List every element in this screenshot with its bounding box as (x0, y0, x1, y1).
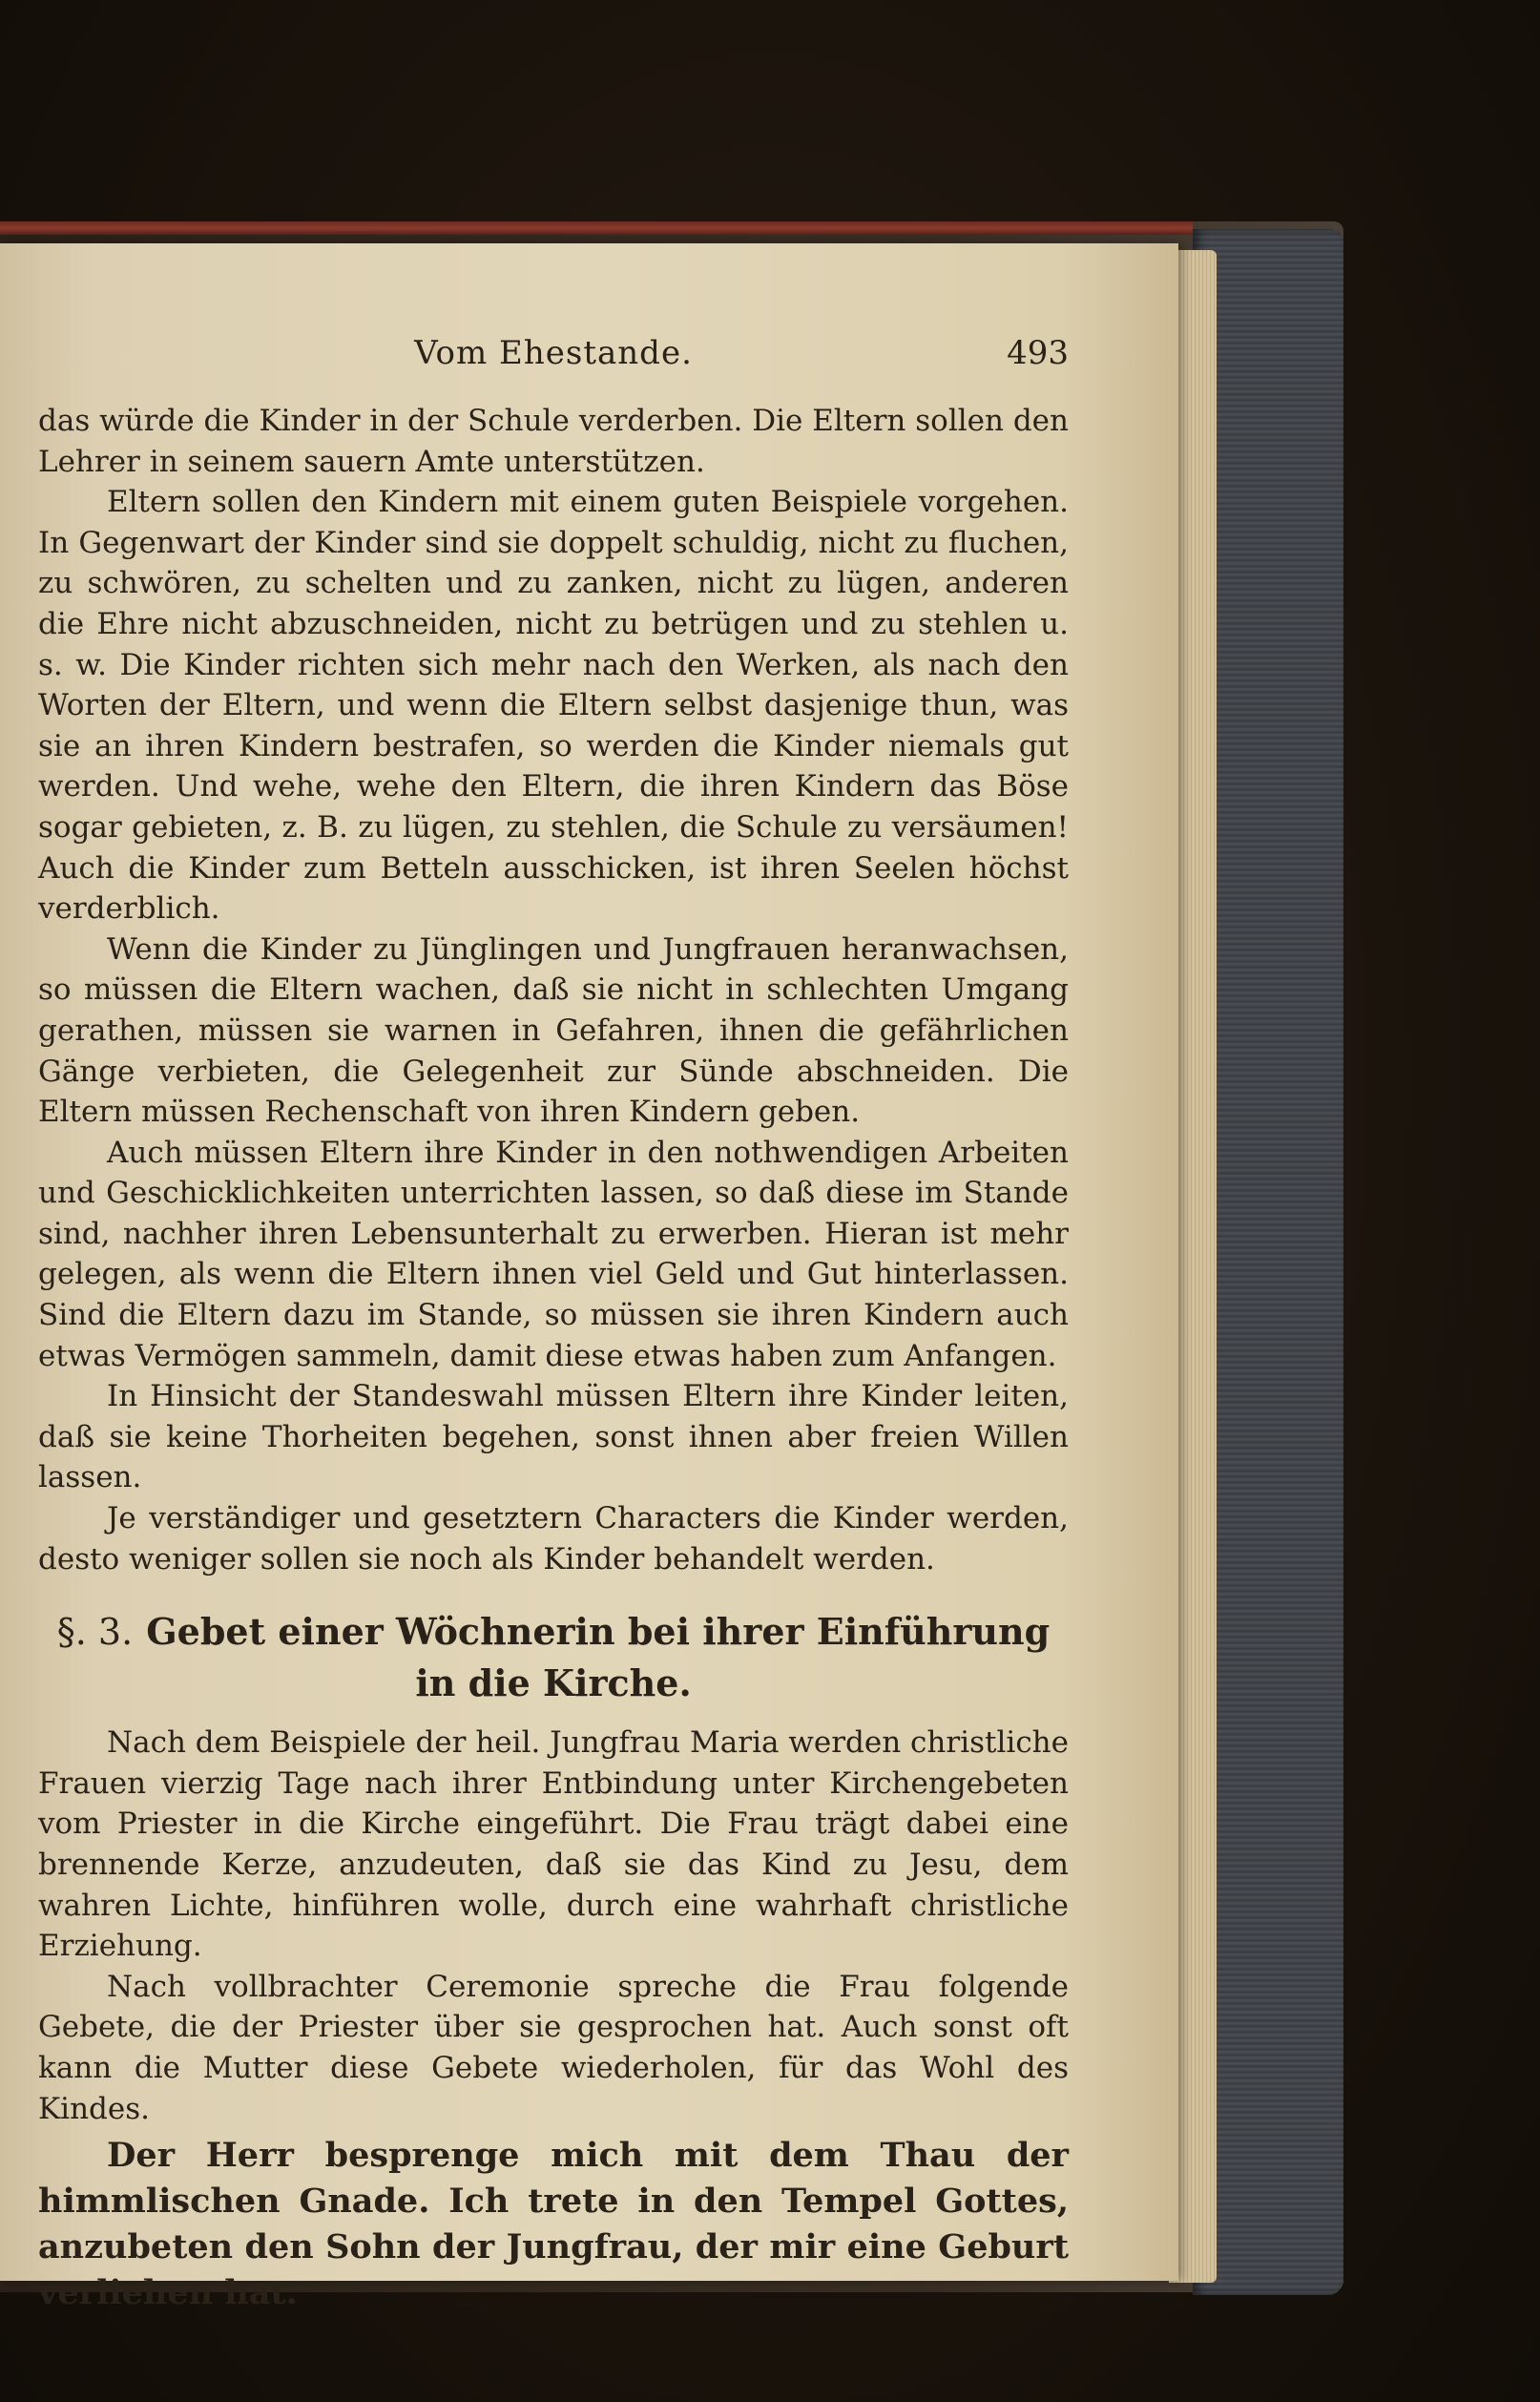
paragraph: Eltern sollen den Kindern mit einem guten Beispiele vorgehen. In Gegenwart der Kinder sind sie doppelt schuldig, nicht zu fluchen, zu schwören, zu schelten und zu zanken, nicht zu lügen, anderen die Ehre nicht abzuschneiden, nicht zu betrügen und zu stehlen u. s. w. Die Kinder richten sich mehr nach den Werken, als nach den Worten der Eltern, und wenn die Eltern selbst dasjenige thun, was sie an ihren Kindern bestrafen, so werden die Kinder niemals gut werden. Und wehe, wehe den Eltern, die ihren Kindern das Böse sogar gebieten, z. B. zu lügen, zu stehlen, die Schule zu versäumen! Auch die Kinder zum Betteln ausschicken, ist ihren Seelen höchst verderblich. (38, 485, 1069, 927)
section-number: §. 3. (56, 1611, 134, 1654)
text-block (38, 334, 1069, 2316)
paragraph: das würde die Kinder in der Schule verderben. Die Eltern sollen den Lehrer in seinem sauern Amte unterstützen. (38, 404, 1069, 479)
prayer-text: Der Herr besprenge mich mit dem Thau der himmlischen Gnade. Ich trete in den Tempel Gottes, anzubeten den Sohn der Jungfrau, der mir eine Geburt verliehen hat. (38, 2136, 1069, 2313)
paragraph: Je verständiger und gesetztern Characters die Kinder werden, desto weniger sollen sie noch als Kinder behandelt werden. (38, 1501, 1069, 1577)
paragraph: Nach dem Beispiele der heil. Jungfrau Maria werden christliche Frauen vierzig Tage nach ihrer Entbindung unter Kirchengebeten vom Priester in die Kirche eingeführt. Die Frau trägt dabei eine brennende Kerze, anzudeuten, daß sie das Kind zu Jesu, dem wahren Lichte, hinführen wolle, durch eine wahrhaft christliche Erziehung. (38, 1725, 1069, 1964)
section-title-line2: in die Kirche. (415, 1661, 692, 1705)
section-title-line1: Gebet einer Wöchnerin bei ihrer Einführung (146, 1610, 1051, 1654)
section-title (38, 1606, 1069, 1709)
running-head: Vom Ehestande. (414, 334, 693, 372)
page-number: 493 (1007, 334, 1069, 372)
page-header (38, 334, 1069, 401)
book-page (0, 243, 1178, 2313)
paragraph: Nach vollbrachter Ceremonie spreche die Frau folgende Gebete, die der Priester über sie gesprochen hat. Auch sonst oft kann die Mutter diese Gebete wiederholen, für das Wohl des Kindes. (38, 1969, 1069, 2126)
paragraph: Wenn die Kinder zu Jünglingen und Jungfrauen heranwachsen, so müssen die Eltern wachen, daß sie nicht in schlechten Umgang gerathen, müssen sie warnen in Gefahren, ihnen die gefährlichen Gänge verbieten, die Gelegenheit zur Sünde abschneiden. Die Eltern müssen Rechenschaft von ihren Kindern geben. (38, 931, 1069, 1130)
red-page-edge (0, 221, 1193, 235)
paragraph: In Hinsicht der Standeswahl müssen Eltern ihre Kinder leiten, daß sie keine Thorheiten begehen, sonst ihnen aber freien Willen lassen. (38, 1379, 1069, 1495)
paragraph: Auch müssen Eltern ihre Kinder in den nothwendigen Arbeiten und Geschicklichkeiten unterrichten lassen, so daß diese im Stande sind, nachher ihren Lebensunterhalt zu erwerben. Hieran ist mehr gelegen, als wenn die Eltern ihnen viel Geld und Gut hinterlassen. Sind die Eltern dazu im Stande, so müssen sie ihren Kindern auch etwas Vermögen sammeln, damit diese etwas haben zum Anfangen. (38, 1135, 1069, 1373)
